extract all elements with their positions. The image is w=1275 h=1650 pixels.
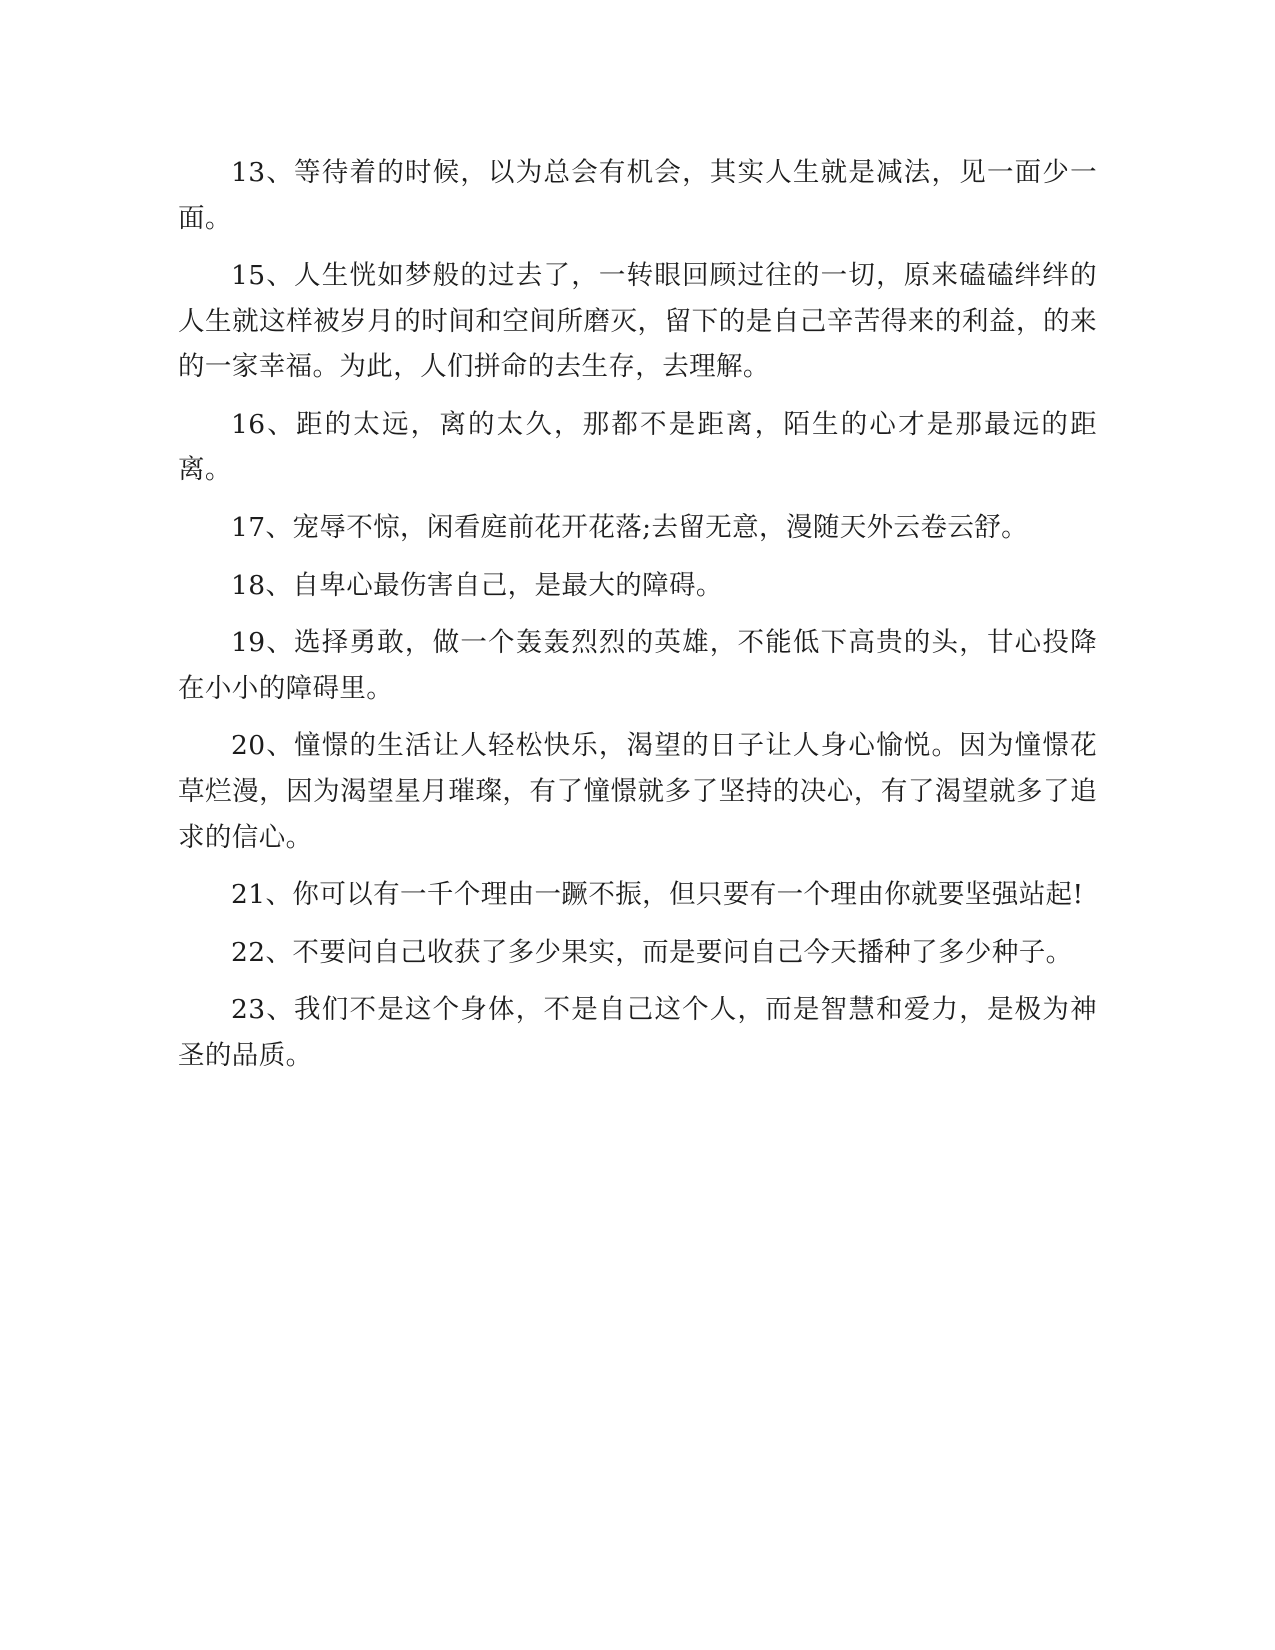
paragraph-16: 16、距的太远，离的太久，那都不是距离，陌生的心才是那最远的距离。: [178, 408, 1097, 486]
paragraph-18: 18、自卑心最伤害自己，是最大的障碍。: [231, 569, 723, 601]
paragraph-15: 15、人生恍如梦般的过去了，一转眼回顾过往的一切，原来磕磕绊绊的人生就这样被岁月的时间和空间所磨灭，留下的是自己辛苦得来的利益，的来的一家幸福。为此，人们拼命的去生存，去理解。: [178, 260, 1097, 383]
paragraph-22: 22、不要问自己收获了多少果实，而是要问自己今天播种了多少种子。: [231, 936, 1073, 968]
document-body: [178, 150, 1097, 1078]
paragraph-19: 19、选择勇敢，做一个轰轰烈烈的英雄，不能低下高贵的头，甘心投降在小小的障碍里。: [178, 627, 1097, 704]
paragraph-23: 23、我们不是这个身体，不是自己这个人，而是智慧和爱力，是极为神圣的品质。: [178, 994, 1097, 1071]
paragraph-20: 20、憧憬的生活让人轻松快乐，渴望的日子让人身心愉悦。因为憧憬花草烂漫，因为渴望星月璀璨，有了憧憬就多了坚持的决心，有了渴望就多了追求的信心。: [178, 730, 1097, 853]
paragraph-13: 13、等待着的时候，以为总会有机会，其实人生就是减法，见一面少一面。: [178, 157, 1097, 234]
paragraph-21: 21、你可以有一千个理由一蹶不振，但只要有一个理由你就要坚强站起!: [231, 879, 1084, 911]
paragraph-17: 17、宠辱不惊，闲看庭前花开花落;去留无意，漫随天外云卷云舒。: [231, 512, 1029, 544]
